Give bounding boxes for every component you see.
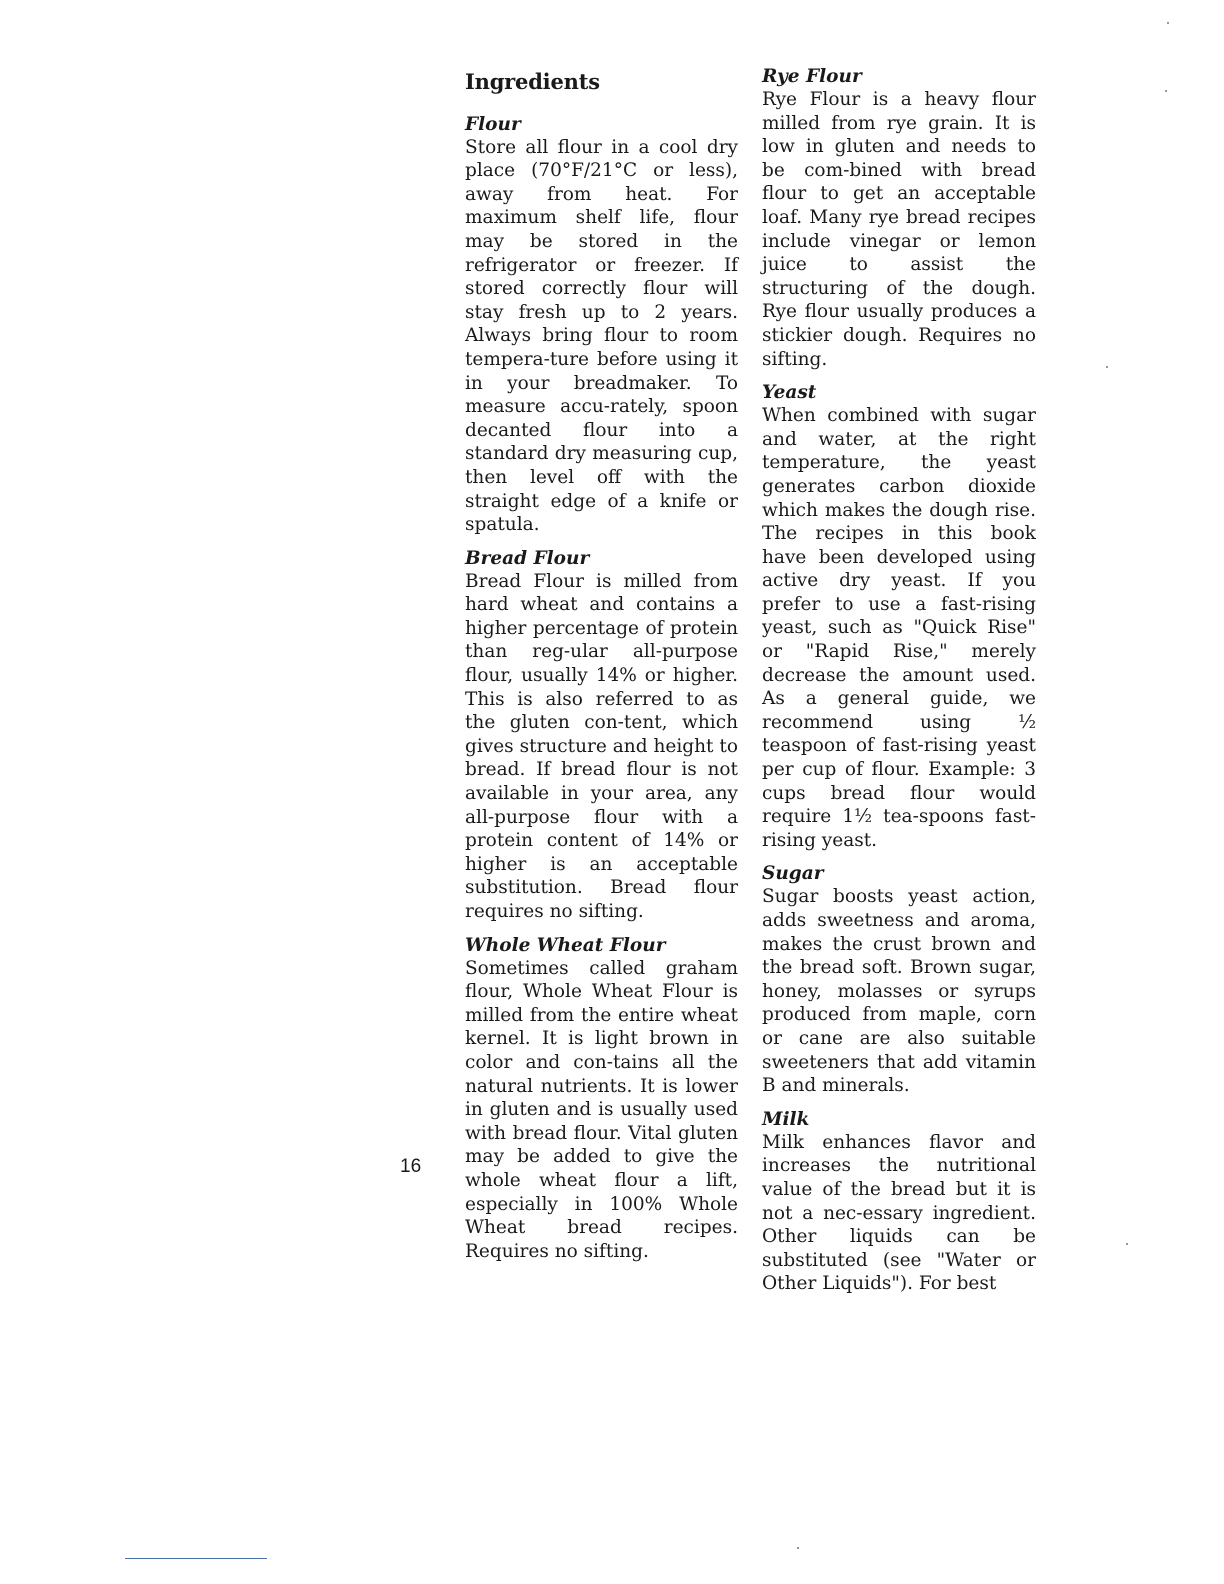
left-column [465, 66, 738, 1274]
bottom-rule [125, 1558, 267, 1559]
paragraph-bread-flour: Bread Flour is milled from hard wheat and contains a higher percentage of protein than reg-ular all-purpose flour, usually 14% or higher. This is also referred to as the gluten con-tent, which gives structure and height to bread. If bread flour is not available in your area, any all-purpose flour with a protein content of 14% or higher is an acceptable substitution. Bread flour requires no sifting. [465, 570, 738, 922]
subsection-title-bread-flour: Bread Flour [465, 547, 590, 569]
subsection-title-rye-flour: Rye Flour [762, 66, 862, 87]
paragraph-flour: Store all flour in a cool dry place (70°F/21°C or less), away from heat. For maximum shelf life, flour may be stored in the refrigerator or freezer. If stored correctly flour will stay fresh up to 2 years. Always bring flour to room tempera-ture before using it in your breadmaker. To measure accu-rately, spoon decanted flour into a standard dry measuring cup, then level off with the straight edge of a knife or spatula. [465, 136, 738, 536]
subsection-title-milk: Milk [762, 1108, 810, 1130]
paragraph-sugar: Sugar boosts yeast action, adds sweetness and aroma, makes the crust brown and the bread soft. Brown sugar, honey, molasses or syrups produced from maple, corn or cane are also suitable sweeteners that add vitamin B and minerals. [762, 886, 1036, 1097]
scan-speck [1126, 1243, 1128, 1245]
subsection-title-sugar: Sugar [762, 863, 824, 885]
scan-speck [1167, 22, 1169, 24]
scan-speck [1165, 90, 1167, 92]
section-title: Ingredients [465, 69, 600, 94]
subsection-title-yeast: Yeast [762, 382, 817, 404]
paragraph-yeast: When combined with sugar and water, at the right temperature, the yeast generates carbon dioxide which makes the dough rise. The recipes in this book have been developed using active dry yeast. If you prefer to use a fast-rising yeast, such as "Quick Rise" or "Rapid Rise," merely decrease the amount used. As a general guide, we recommend using ½ teaspoon of fast-rising yeast per cup of flour. Example: 3 cups bread flour would require 1½ tea-spoons fast-rising yeast. [762, 405, 1036, 851]
right-column [762, 66, 1036, 1307]
paragraph-whole-wheat-flour: Sometimes called graham flour, Whole Wheat Flour is milled from the entire wheat kernel. It is light brown in color and con-tains all the natural nutrients. It is lower in gluten and is usually used with bread flour. Vital gluten may be added to give the whole wheat flour a lift, especially in 100% Whole Wheat bread recipes. Requires no sifting. [465, 957, 738, 1262]
scan-speck [797, 1547, 799, 1549]
scan-speck [1106, 366, 1108, 368]
paragraph-milk: Milk enhances flavor and increases the nutritional value of the bread but it is not a nec-essary ingredient. Other liquids can be substituted (see "Water or Other Liquids"). For best [762, 1131, 1036, 1295]
page-number: 16 [400, 1156, 422, 1177]
paragraph-rye-flour: Rye Flour is a heavy flour milled from rye grain. It is low in gluten and needs to be com-bined with bread flour to get an acceptable loaf. Many rye bread recipes include vinegar or lemon juice to assist the structuring of the dough. Rye flour usually produces a stickier dough. Requires no sifting. [762, 89, 1036, 370]
subsection-title-flour: Flour [465, 113, 521, 135]
subsection-title-whole-wheat-flour: Whole Wheat Flour [465, 934, 666, 956]
